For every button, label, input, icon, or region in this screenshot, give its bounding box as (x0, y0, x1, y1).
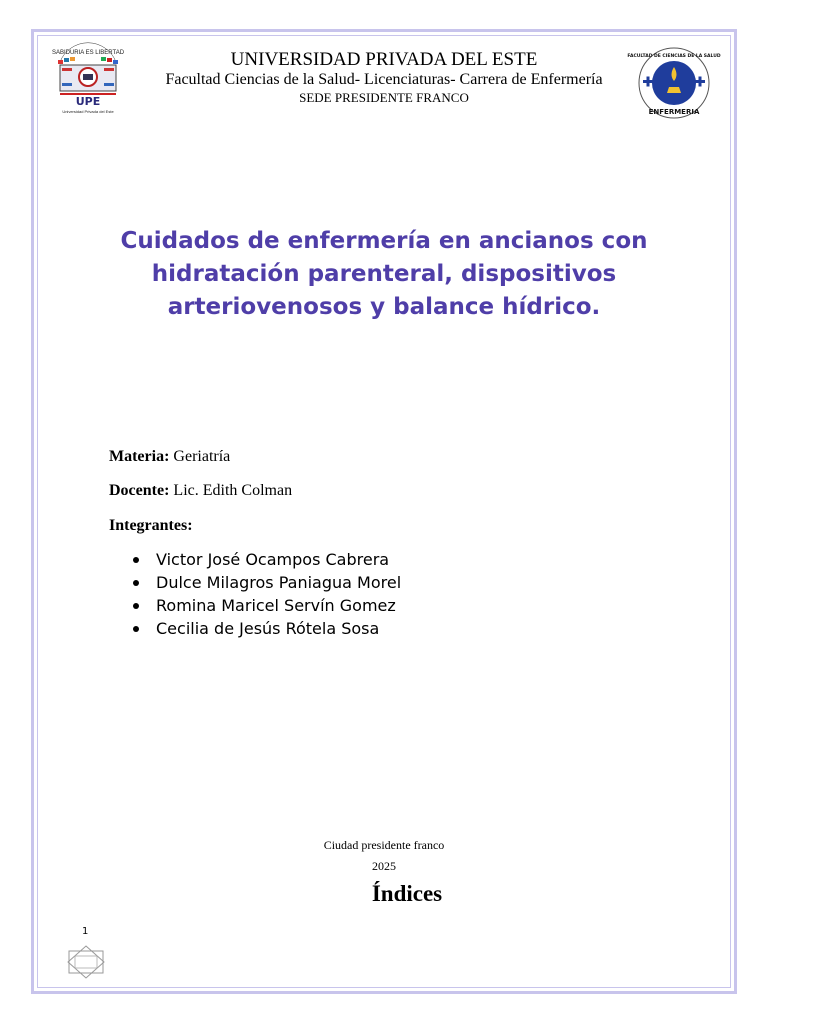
materia-value: Geriatría (173, 448, 231, 465)
document-title: Cuidados de enfermería en ancianos con hidratación parenteral, dispositivos arteriovenosos y balance hídrico. (120, 228, 648, 320)
docente-value: Lic. Edith Colman (173, 482, 293, 499)
list-item: Victor José Ocampos Cabrera (130, 548, 401, 571)
seal-bottom-text: ENFERMERIA (648, 108, 700, 116)
integrantes-label: Integrantes: (109, 517, 193, 534)
year-text: 2025 (372, 859, 396, 873)
page-ornament-icon (66, 945, 106, 979)
seal-ring-text: FACULTAD DE CIENCIAS DE LA SALUD (627, 54, 721, 59)
campus-name: SEDE PRESIDENTE FRANCO (299, 90, 469, 105)
members-list (130, 548, 401, 640)
list-item: Romina Maricel Servín Gomez (130, 594, 401, 617)
university-name: UNIVERSIDAD PRIVADA DEL ESTE (230, 49, 538, 70)
upe-motto: SABIDURIA ES LIBERTAD (51, 50, 125, 56)
city-text: Ciudad presidente franco (323, 838, 445, 852)
indices-heading: Índices (371, 881, 443, 906)
docente-label: Docente: (109, 482, 170, 499)
docente-line (109, 482, 292, 500)
faculty-name: Facultad Ciencias de la Salud- Licenciaturas- Carrera de Enfermería (165, 71, 603, 88)
list-item: Cecilia de Jesús Rótela Sosa (130, 617, 401, 640)
upe-acronym: UPE (75, 95, 101, 108)
upe-name: Universidad Privada del Este (62, 109, 114, 114)
materia-label: Materia: (109, 448, 170, 465)
page-number: 1 (82, 926, 89, 937)
list-item: Dulce Milagros Paniagua Morel (130, 571, 401, 594)
materia-line (109, 448, 230, 466)
